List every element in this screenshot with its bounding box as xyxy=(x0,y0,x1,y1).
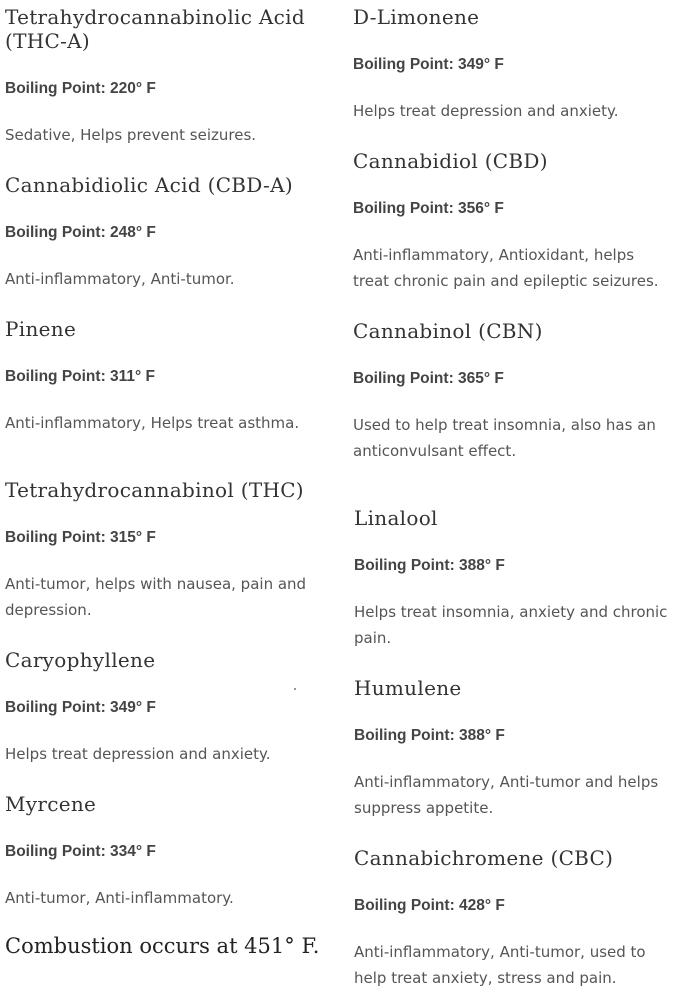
compound-name-cbn: Cannabinol (CBN) xyxy=(353,319,543,343)
compound-name-d-limonene: D-Limonene xyxy=(353,5,480,29)
description-d-limonene: Helps treat depression and anxiety. xyxy=(353,102,619,120)
compound-name-thca: Tetrahydrocannabinolic Acid (THC-A) xyxy=(5,5,305,53)
boiling-point-cbda: Boiling Point: 248° F xyxy=(5,224,156,241)
compound-name-cbda: Cannabidiolic Acid (CBD-A) xyxy=(5,173,293,197)
boiling-point-cbd: Boiling Point: 356° F xyxy=(353,200,504,217)
description-cbn: Used to help treat insomnia, also has an anticonvulsant effect. xyxy=(353,416,656,460)
description-myrcene: Anti-tumor, Anti-inflammatory. xyxy=(5,889,234,907)
description-cbd: Anti-inflammatory, Antioxidant, helps treat chronic pain and epileptic seizures. xyxy=(353,246,659,290)
description-thc: Anti-tumor, helps with nausea, pain and depression. xyxy=(5,575,307,619)
compound-name-cbd: Cannabidiol (CBD) xyxy=(353,149,548,173)
compound-name-cbc: Cannabichromene (CBC) xyxy=(354,846,614,870)
boiling-point-d-limonene: Boiling Point: 349° F xyxy=(353,56,504,73)
compound-name-linalool: Linalool xyxy=(354,506,438,530)
boiling-point-cbc: Boiling Point: 428° F xyxy=(354,897,505,914)
description-cbc: Anti-inflammatory, Anti-tumor, used to help treat anxiety, stress and pain. xyxy=(354,943,646,987)
boiling-point-thc: Boiling Point: 315° F xyxy=(5,529,156,546)
description-pinene: Anti-inflammatory, Helps treat asthma. xyxy=(5,414,300,432)
compound-name-caryophyllene: Caryophyllene xyxy=(5,648,156,672)
boiling-point-thca: Boiling Point: 220° F xyxy=(5,80,156,97)
combustion-note: Combustion occurs at 451° F. xyxy=(5,934,320,958)
description-thca: Sedative, Helps prevent seizures. xyxy=(5,126,257,144)
description-caryophyllene: Helps treat depression and anxiety. xyxy=(5,745,271,763)
stray-dot xyxy=(294,688,296,690)
compound-name-pinene: Pinene xyxy=(5,317,77,341)
boiling-point-pinene: Boiling Point: 311° F xyxy=(5,368,156,385)
compound-name-humulene: Humulene xyxy=(354,676,462,700)
description-cbda: Anti-inflammatory, Anti-tumor. xyxy=(5,270,235,288)
compound-name-thc: Tetrahydrocannabinol (THC) xyxy=(5,478,304,502)
boiling-point-humulene: Boiling Point: 388° F xyxy=(354,727,505,744)
description-linalool: Helps treat insomnia, anxiety and chronic pain. xyxy=(354,603,668,647)
description-humulene: Anti-inflammatory, Anti-tumor and helps suppress appetite. xyxy=(354,773,659,817)
boiling-point-cbn: Boiling Point: 365° F xyxy=(353,370,504,387)
compound-name-myrcene: Myrcene xyxy=(5,792,97,816)
boiling-point-myrcene: Boiling Point: 334° F xyxy=(5,843,156,860)
boiling-point-linalool: Boiling Point: 388° F xyxy=(354,557,505,574)
boiling-point-caryophyllene: Boiling Point: 349° F xyxy=(5,699,156,716)
